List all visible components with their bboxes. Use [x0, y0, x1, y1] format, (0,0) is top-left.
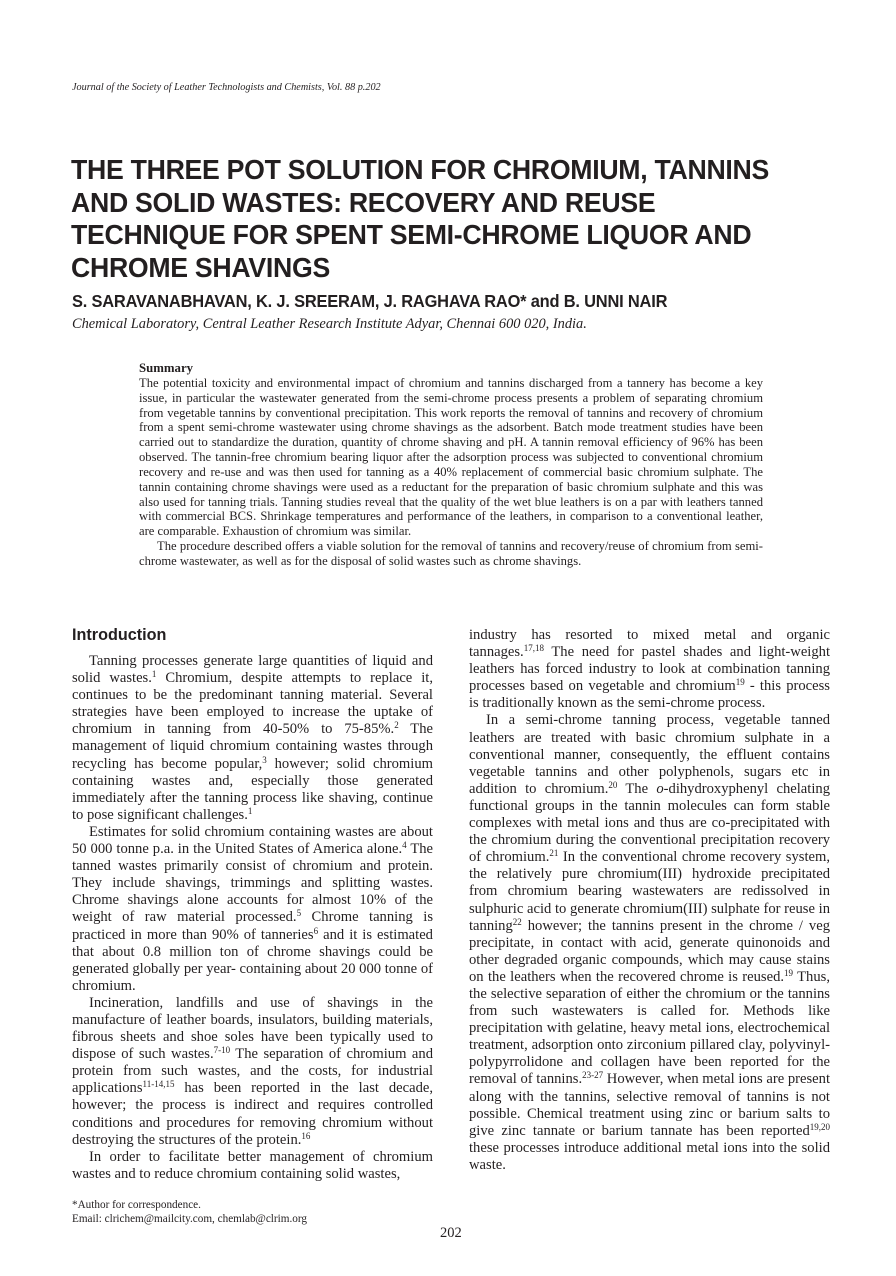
citation: 4	[402, 840, 407, 851]
text-run: Incineration, landfills and use of shavings in the manufacture of leather boards, insulators, building materials, fibrous sheets and shoe soles have been typically used to dispose of such wastes.	[72, 994, 433, 1063]
body-paragraph	[72, 995, 433, 1149]
text-run: Thus, the selective separation of either the chromium or the tannins from such wastewaters is called for. Methods like precipitation with gelatine, heavy metal ions, electrochemical treatment, adsorption onto zirconium pillared clay, polyvinyl-polypyrrolidone and collagen have been reported for the removal of tannins.	[469, 968, 830, 1088]
citation: 19	[784, 967, 794, 978]
running-header: Journal of the Society of Leather Technologists and Chemists, Vol. 88 p.202	[72, 82, 381, 93]
citation: 2	[394, 720, 399, 731]
body-paragraph	[72, 824, 433, 995]
text-run: The need for pastel shades and light-weight leathers has forced industry to look at combination tanning processes based on vegetable and chromium	[469, 644, 830, 695]
text-run: however; the tannins present in the chrome / veg precipitate, in contact with acid, generate quinonoids and other degraded organic compounds, which may cause stains on the leathers when the recovered chrome is reused.	[469, 917, 830, 985]
text-run: The tanned wastes primarily consist of chromium and protein. They include shavings, trimmings and splitting wastes. Chrome shavings alone accounts for almost 10% of the weight of raw material processed.	[72, 841, 434, 926]
section-heading-introduction: Introduction	[72, 626, 167, 644]
body-paragraph	[72, 1149, 433, 1183]
body-column-right	[469, 627, 830, 1174]
text-run: In order to facilitate better management of chromium wastes and to reduce chromium containing solid wastes,	[72, 1148, 433, 1182]
text-run: Tanning processes generate large quantities of liquid and solid wastes.	[72, 653, 433, 687]
citation: 7-10	[213, 1045, 231, 1056]
summary-paragraph: The potential toxicity and environmental impact of chromium and tannins discharged from a tannery has become a key issue, in particular the wastewater generated from the semi-chrome process presents a problem of separating chromium from vegetable tannins by conventional precipitation. This work reports the removal of tannins and recovery of chromium from a spent semi-chrome wastewater using chrome shavings as the adsorbent. Batch mode treatment studies have been carried out to standardize the duration, quantity of chrome shaving and pH. A tannin removal efficiency of 96% has been observed. The tannin-free chromium bearing liquor after the adsorption process was subjected to conventional chromium recovery and re-use and was then used for tanning as a 40% replacement of commercial basic chromium sulphate. The tannin containing chrome shavings were used as a reductant for the preparation of basic chromium sulphate and this was also used for tanning trials. Tanning studies reveal that the quality of the wet blue leathers is on a par with leathers tanned with commercial BCS. Shrinkage temperatures and performance of the leathers, in comparison to a conventional leather, are comparable. Exhaustion of chromium was similar.	[139, 375, 763, 539]
text-run: these processes introduce additional metal ions into the solid waste.	[469, 1139, 830, 1173]
text-run: industry has resorted to mixed metal and organic tannages.	[469, 627, 830, 661]
text-run: The separation of chromium and protein from such wastes, and the costs, for industrial applications	[72, 1046, 433, 1097]
text-run: The management of liquid chromium containing wastes through recycling has become popular,	[72, 721, 433, 772]
summary-section	[139, 361, 763, 569]
text-run: has been reported in the last decade, however; the process is indirect and requires controlled conditions and procedures for removing chromium without destroying the structures of the protein.	[72, 1080, 433, 1148]
text-run: -dihydroxyphenyl chelating functional groups in the tannin molecules can form stable complexes with metal ions and thus are co-precipitated with the chromium during the conventional precipitation recovery of chromium.	[469, 780, 830, 866]
citation: 5	[296, 908, 302, 919]
citation: 16	[301, 1130, 311, 1141]
title-line: THE THREE POT SOLUTION FOR CHROMIUM, TANNINS	[71, 154, 770, 185]
body-paragraph	[469, 627, 830, 712]
page-number: 202	[440, 1225, 462, 1241]
italic-prefix: o	[656, 780, 664, 797]
citation: 22	[512, 916, 522, 927]
footnote	[72, 1198, 307, 1226]
affiliation: Chemical Laboratory, Central Leather Research Institute Adyar, Chennai 600 020, India.	[72, 316, 587, 332]
text-run: however; solid chromium containing wastes and, especially those generated immediately after the tanning process like shaving, continue to pose significant challenges.	[72, 755, 433, 823]
citation: 6	[313, 925, 319, 936]
article-title	[71, 154, 808, 284]
text-run: In the conventional chrome recovery system, the relatively pure chromium(III) hydroxide precipitated from chromium bearing wastewaters are redissolved in sulphuric acid to generate chromium(III) sulphate for reuse in tanning	[469, 849, 830, 934]
citation: 19	[735, 677, 745, 688]
citation: 17,18	[523, 643, 544, 654]
body-column-left	[72, 626, 433, 1183]
citation: 11-14,15	[142, 1079, 175, 1090]
citation: 23-27	[582, 1070, 604, 1081]
title-line: AND SOLID WASTES: RECOVERY AND REUSE	[71, 186, 656, 218]
text-run: The	[617, 780, 657, 797]
correspondence-note: *Author for correspondence.	[72, 1199, 201, 1211]
citation: 1	[151, 669, 157, 680]
summary-paragraph: The procedure described offers a viable solution for the removal of tannins and recovery/reuse of chromium from semi-chrome wastewater, as well as for the disposal of solid wastes such as chrome shavings.	[139, 539, 763, 568]
citation: 21	[549, 848, 559, 859]
text-run: Chrome tanning is practiced in more than 90% of tanneries	[72, 909, 433, 943]
text-run: Estimates for solid chromium containing wastes are about 50 000 tonne p.a. in the United States of America alone.	[72, 823, 433, 858]
title-line: CHROME SHAVINGS	[71, 251, 330, 283]
author-list: S. SARAVANABHAVAN, K. J. SREERAM, J. RAGHAVA RAO* and B. UNNI NAIR	[72, 291, 668, 311]
citation: 20	[608, 779, 618, 790]
text-run: - this process is traditionally known as the semi-chrome process.	[469, 678, 830, 712]
text-run: Chromium, despite attempts to replace it, continues to be the predominant tanning material. Several strategies have been employed to increase the uptake of chromium in tanning from 40-50% to 75-85%.	[72, 670, 433, 738]
email-line: Email: clrichem@mailcity.com, chemlab@clrim.org	[72, 1213, 307, 1225]
citation: 19,20	[809, 1121, 830, 1132]
body-paragraph	[469, 712, 830, 1174]
text-run: and it is estimated that about 0.8 million ton of chrome shavings could be generated globally per year- containing about 20 000 tonne of chromium.	[72, 926, 433, 994]
text-run: However, when metal ions are present along with the tannins, selective removal of tannins is not possible. Chemical treatment using zinc or barium salts to give zinc tannate or barium tannate has been reported	[469, 1071, 830, 1139]
text-run: In a semi-chrome tanning process, vegetable tanned leathers are treated with basic chromium sulphate in a conventional manner, consequently, the effluent contains vegetable tannins and other polyphenols, sugars etc in addition to chromium.	[469, 712, 830, 797]
title-line: TECHNIQUE FOR SPENT SEMI-CHROME LIQUOR AND	[71, 219, 752, 251]
summary-heading: Summary	[139, 361, 194, 375]
body-paragraph	[72, 653, 433, 824]
citation: 3	[262, 754, 267, 765]
citation: 1	[247, 805, 253, 816]
